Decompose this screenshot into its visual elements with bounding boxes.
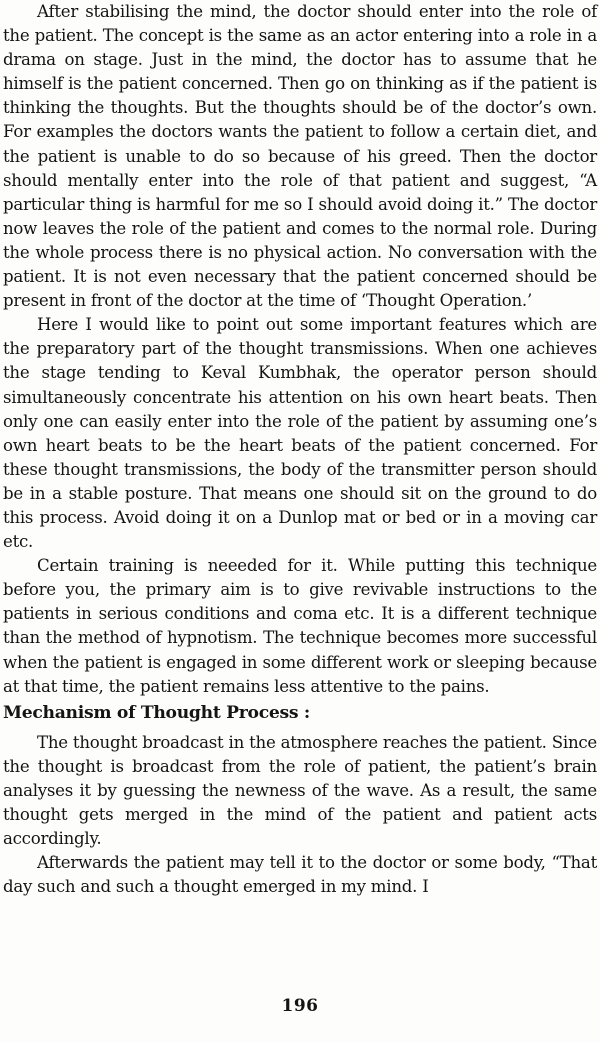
paragraph-training: Certain training is neeeded for it. While putting this technique before you, the primary aim is to give revivable instructions to the patients in serious conditions and coma etc. It is a different technique than the method of hypnotism. The technique becomes more successful when the patient is engaged in some different work or sleeping because at that time, the patient remains less attentive to the pains.: [3, 556, 597, 696]
section-heading: Mechanism of Thought Process :: [3, 702, 310, 723]
paragraph-preparatory-features: Here I would like to point out some important features which are the preparatory part of the thought transmissions. When one achieves the stage tending to Keval Kumbhak, the operator person should simultaneously concentrate his attention on his own heart beats. Then only one can easily enter into the role of the patient by assuming one’s own heart beats to be the heart beats of the patient concerned. For these thought transmissions, the body of the transmitter person should be in a stable posture. That means one should sit on the ground to do this process. Avoid doing it on a Dunlop mat or bed or in a moving car etc.: [3, 315, 597, 552]
paragraph-thought-broadcast: The thought broadcast in the atmosphere reaches the patient. Since the thought is broadcast from the role of patient, the patient’s brain analyses it by guessing the newness of the wave. As a result, the same thought gets merged in the mind of the patient and patient acts accordingly.: [3, 732, 597, 849]
paragraph-afterwards: Afterwards the patient may tell it to the doctor or some body, “That day such and such a thought emerged in my mind. I: [3, 853, 597, 897]
page-number: 196: [281, 996, 319, 1016]
paragraph-role-of-patient: After stabilising the mind, the doctor should enter into the role of the patient. The concept is the same as an actor entering into a role in a drama on stage. Just in the mind, the doctor has to assume that he himself is the patient concerned. Then go on thinking as if the patient is thinking the thoughts. But the thoughts should be of the doctor’s own. For examples the doctors wants the patient to follow a certain diet, and the patient is unable to do so because of his greed. Then the doctor should mentally enter into the role of that patient and suggest, “A particular thing is harmful for me so I should avoid doing it.” The doctor now leaves the role of the patient and comes to the normal role. During the whole process there is no physical action. No conversation with the patient. It is not even necessary that the patient concerned should be present in front of the doctor at the time of ‘Thought Operation.’: [3, 2, 597, 311]
body-text: [3, 0, 597, 899]
